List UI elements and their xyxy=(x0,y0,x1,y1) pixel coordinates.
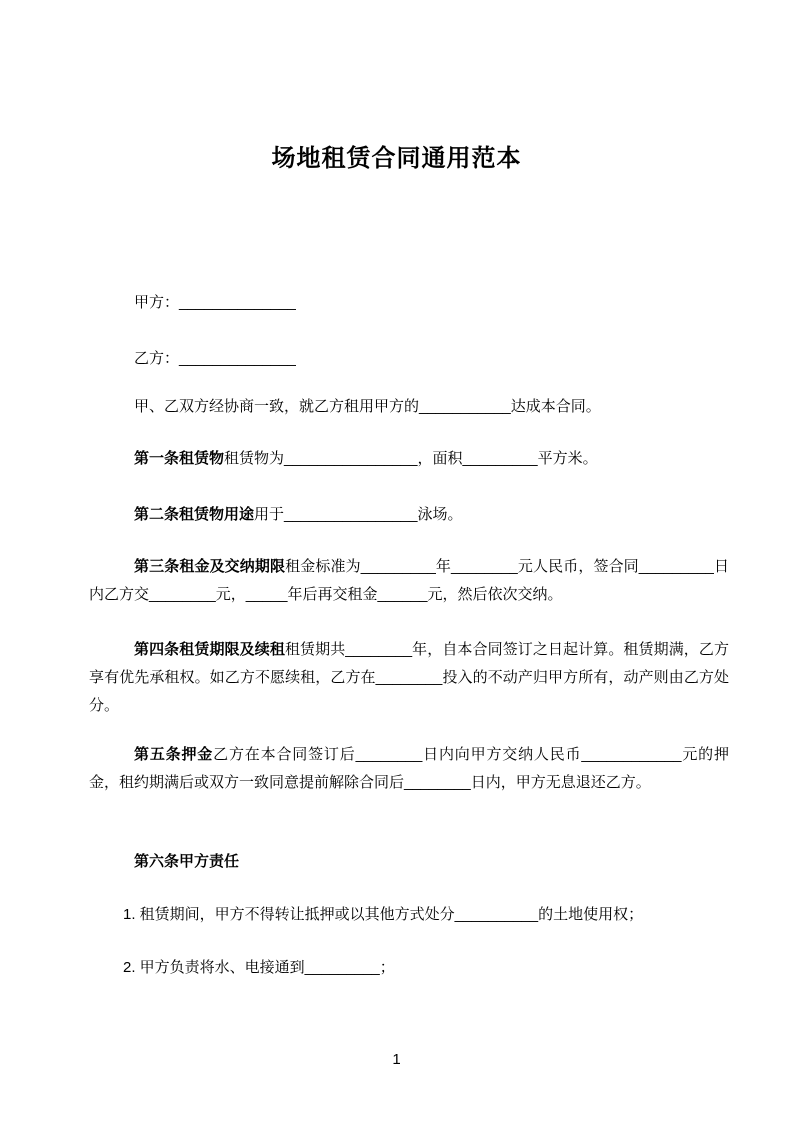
clause-2-body: 用于________________泳场。 xyxy=(254,506,463,523)
clause-6-heading: 第六条甲方责任 xyxy=(134,853,240,870)
clause-5-body: 乙方在本合同签订后________日内向甲方交纳人民币____________元的押金，租约期满后或双方一致同意提前解除合同后________日内，甲方无息退还乙方。 xyxy=(89,746,729,791)
clause-3-heading: 第三条租金及交纳期限 xyxy=(134,558,286,575)
obligation-item-1: 1. 租赁期间，甲方不得转让抵押或以其他方式处分__________的土地使用权； xyxy=(123,906,644,923)
party-a-line xyxy=(89,289,729,317)
clause-2 xyxy=(89,501,729,529)
clause-5-heading: 第五条押金 xyxy=(134,746,214,763)
clause-1-body: 租赁物为________________，面积_________平方米。 xyxy=(224,450,598,467)
clause-3 xyxy=(89,553,729,609)
party-b-blank-line: ______________ xyxy=(179,350,296,367)
intro-paragraph: 甲、乙双方经协商一致，就乙方租用甲方的___________达成本合同。 xyxy=(134,398,601,415)
clause-4-body: 租赁期共________年，自本合同签订之日起计算。租赁期满，乙方享有优先承租权。如乙方不愿续租，乙方在________投入的不动产归甲方所有，动产则由乙方处分。 xyxy=(89,641,729,714)
party-b-label: 乙方： xyxy=(134,350,180,367)
party-a-label: 甲方： xyxy=(134,294,180,311)
clause-2-heading: 第二条租赁物用途 xyxy=(134,506,255,523)
party-b-line xyxy=(89,345,729,373)
party-a-blank-line: ______________ xyxy=(179,294,296,311)
clause-3-body: 租金标准为_________年________元人民币，签合同_________日内乙方交________元，_____年后再交租金______元，然后依次交纳。 xyxy=(89,558,729,603)
obligation-item-2: 2. 甲方负责将水、电接通到_________； xyxy=(123,959,395,976)
clause-1 xyxy=(89,445,729,473)
clause-4 xyxy=(89,636,729,720)
clause-6 xyxy=(89,848,729,876)
document-title: 场地租赁合同通用范本 xyxy=(271,145,522,172)
page-number: 1 xyxy=(392,1051,401,1068)
clause-5 xyxy=(89,741,729,797)
clause-1-heading: 第一条租赁物 xyxy=(134,450,225,467)
clause-4-heading: 第四条租赁期限及续租 xyxy=(134,641,285,658)
